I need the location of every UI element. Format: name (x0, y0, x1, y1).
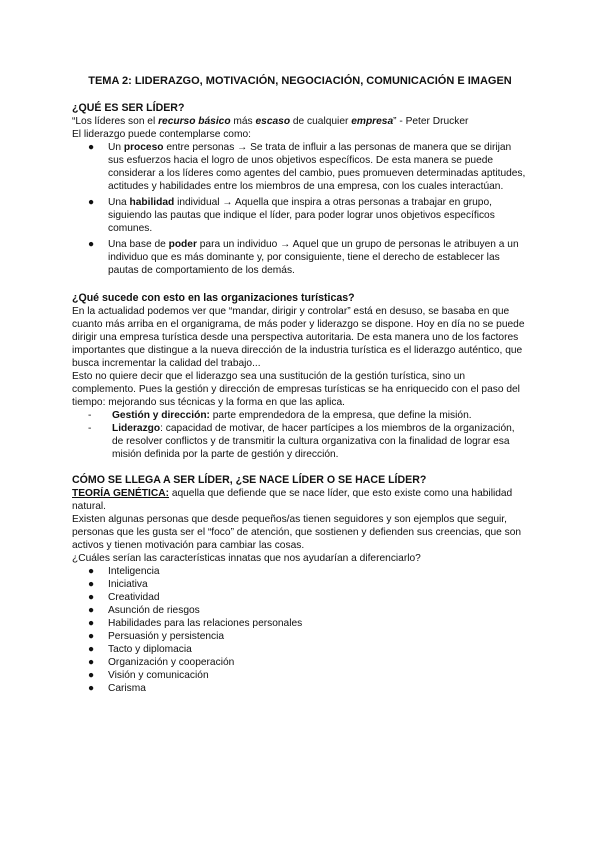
bullet-icon: ● (88, 592, 95, 603)
document-title: TEMA 2: LIDERAZGO, MOTIVACIÓN, NEGOCIACIÓN, COMUNICACIÓN E IMAGEN (88, 75, 512, 87)
list-item: - Gestión y dirección: parte emprendedora de la empresa, que define la misión. (88, 410, 472, 421)
list-item: - Liderazgo: capacidad de motivar, de hacer partícipes a los miembros de la organización, de resolver conflictos y de transmitir la cultura organizativa con la finalidad de lograr esa misión definida por la parte de gestión y dirección. (88, 423, 515, 460)
list-item: ● Asunción de riesgos (88, 605, 200, 616)
list-item: ● Una base de poder para un individuo → Aquel que un grupo de personas le atribuyen a un individuo que es más dominante y, por consiguiente, tiene el derecho de establecer las pautas de comportamiento de los demás. (88, 239, 519, 276)
bullet-icon: ● (88, 683, 95, 694)
bullet-icon: ● (88, 605, 95, 616)
innate-traits-list (72, 565, 528, 695)
bullet-icon: ● (88, 657, 95, 668)
bullet-icon: ● (88, 239, 95, 250)
bullet-icon: ● (88, 644, 95, 655)
bullet-icon: ● (88, 579, 95, 590)
section-heading-organizaciones-turisticas: ¿Qué sucede con esto en las organizaciones turísticas? (72, 292, 355, 304)
paragraph: En la actualidad podemos ver que “mandar, dirigir y controlar” está en desuso, se basaba en que cuanto más arriba en el organigrama, de más poder y liderazgo se dispone. Hoy en día no se puede dirigir una empresa turística desde una perspectiva autoritaria. De esta manera uno de los factores importantes que distingue a la nueva dirección de la industria turística es el liderazgo auténtico, que busca incrementar la calidad del trabajo... (72, 306, 525, 369)
list-item: ● Inteligencia (88, 566, 160, 577)
bullet-icon: ● (88, 670, 95, 681)
list-item: ● Organización y cooperación (88, 657, 235, 668)
section-heading-que-es-ser-lider: ¿QUÉ ES SER LÍDER? (72, 102, 185, 114)
genetic-theory-label: TEORÍA GENÉTICA: (72, 488, 169, 499)
management-vs-leadership-list (72, 409, 528, 461)
list-item: ● Creatividad (88, 592, 160, 603)
list-item: ● Carisma (88, 683, 146, 694)
paragraph: Existen algunas personas que desde pequeños/as tienen seguidores y son ejemplos que seguir, personas que les gusta ser el “foco” de atención, que sostienen y defienden sus creencias, que son activos y tienen motivación para cambiar las cosas. (72, 514, 522, 551)
bullet-icon: ● (88, 197, 95, 208)
bullet-icon: ● (88, 618, 95, 629)
list-item: ● Iniciativa (88, 579, 148, 590)
leadership-intro: El liderazgo puede contemplarse como: (72, 129, 251, 140)
drucker-quote: “Los líderes son el recurso básico más escaso de cualquier empresa” - Peter Drucker (72, 116, 469, 127)
paragraph: Esto no quiere decir que el liderazgo sea una sustitución de la gestión turística, sino un complemento. Pues la gestión y dirección de empresas turísticas se ha enriquecido con el paso del tiempo: mejorando sus técnicas y la forma en que las aplica. (72, 371, 520, 408)
bullet-icon: ● (88, 142, 95, 153)
bullet-icon: ● (88, 566, 95, 577)
traits-question: ¿Cuáles serían las características innatas que nos ayudarían a diferenciarlo? (72, 553, 421, 564)
list-item: ● Persuasión y persistencia (88, 631, 225, 642)
list-item: ● Tacto y diplomacia (88, 644, 192, 655)
document-page (72, 74, 528, 695)
list-item: ● Una habilidad individual → Aquella que inspira a otras personas a trabajar en grupo, siguiendo las pautas que indique el líder, para poder lograr unos objetivos específicos comunes. (88, 197, 495, 234)
list-item: ● Un proceso entre personas → Se trata de influir a las personas de manera que se dirijan sus esfuerzos hacia el logro de unos objetivos específicos. De esta manera se puede considerar a los líderes como agentes del cambio, pues promueven determinadas aptitudes, actitudes y habilidades entre los miembros de una empresa, con los cuales interactúan. (88, 142, 526, 192)
list-item: ● Habilidades para las relaciones personales (88, 618, 303, 629)
bullet-icon: ● (88, 631, 95, 642)
list-item: ● Visión y comunicación (88, 670, 209, 681)
dash-icon: - (88, 423, 92, 434)
genetic-theory-paragraph: TEORÍA GENÉTICA: aquella que defiende que se nace líder, que esto existe como una habilidad natural. (72, 488, 513, 512)
leadership-definitions-list (72, 141, 528, 277)
dash-icon: - (88, 410, 92, 421)
section-heading-como-se-llega-a-ser-lider: CÓMO SE LLEGA A SER LÍDER, ¿SE NACE LÍDER O SE HACE LÍDER? (72, 474, 427, 486)
